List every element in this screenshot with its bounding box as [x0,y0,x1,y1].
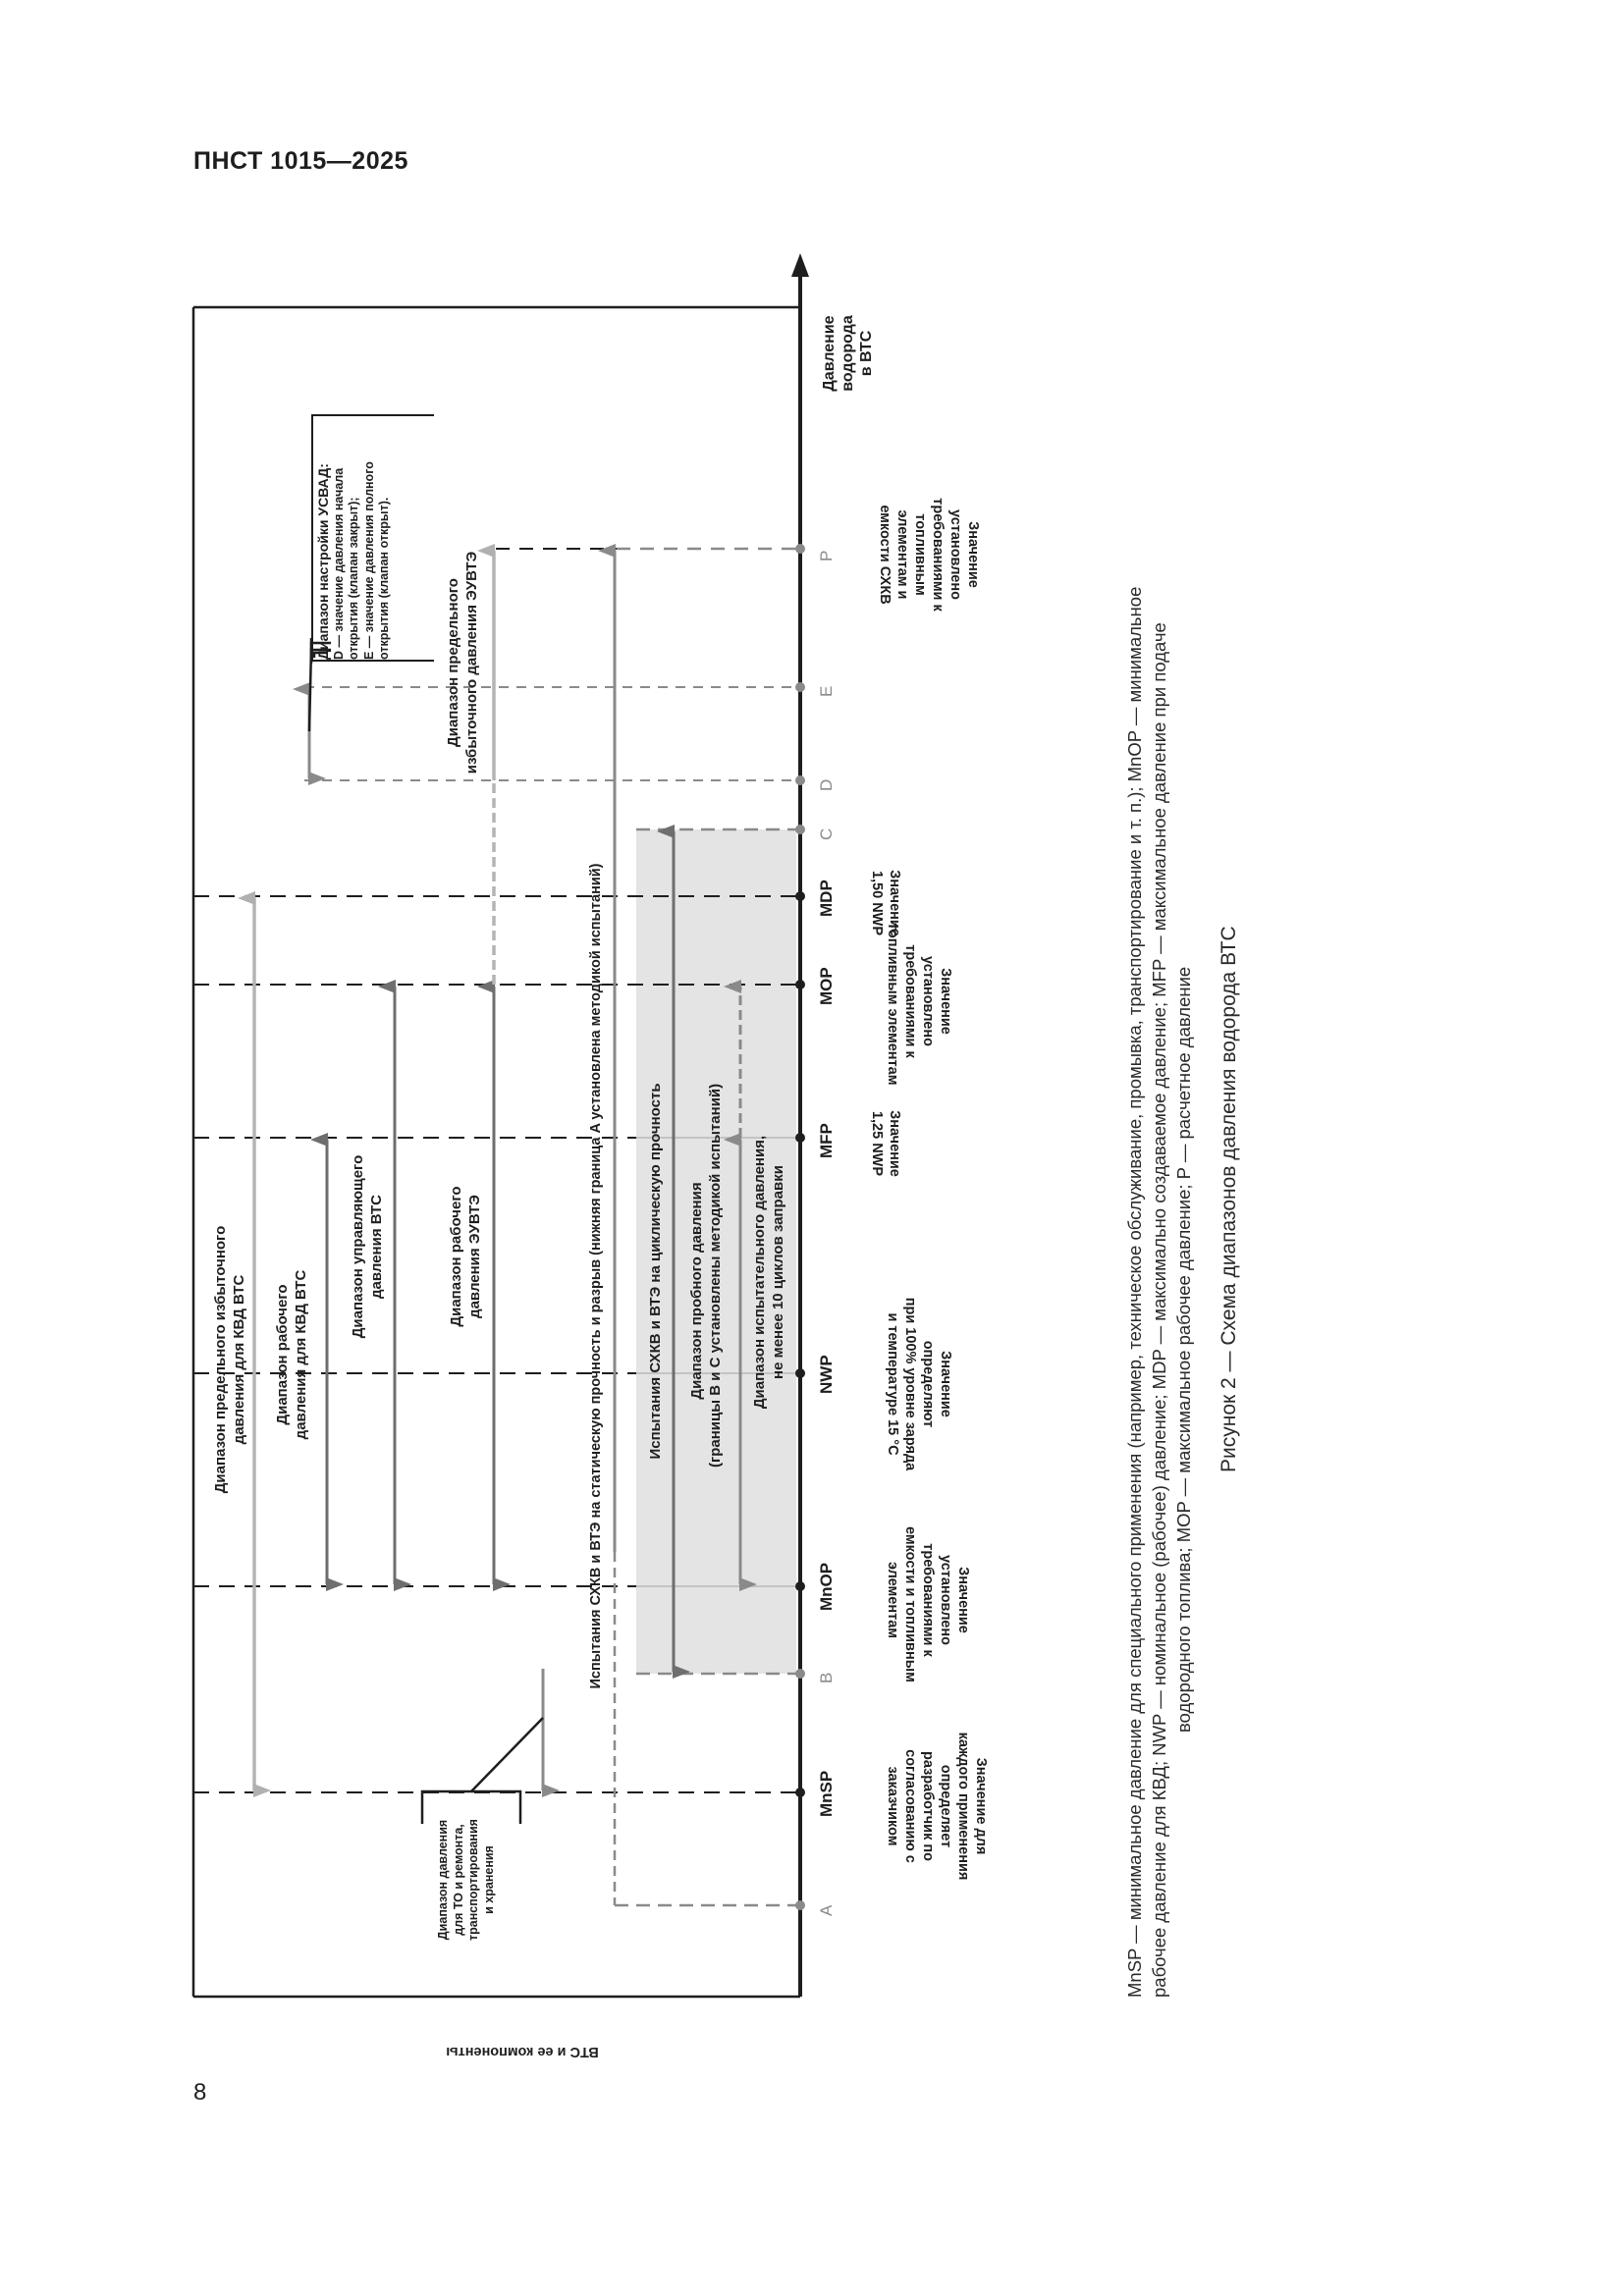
figure-caption: Рисунок 2 — Схема диапазонов давления водорода ВТС [1218,926,1240,1472]
usvad-bracket-bottom [311,660,434,662]
range-label-control: Диапазон управляющего давления ВТС [350,1154,385,1339]
tick-label-mdp: MDP [817,880,836,917]
axis-label: Давление водорода в ВТС [821,315,875,392]
usvad-bracket-top [311,414,434,416]
range-label-limit-euvte: Диапазон предельного избыточного давления ЭУВТЭ [445,551,480,774]
tick-label-d: D [817,778,836,791]
tick-label-mop: MOP [817,967,836,1005]
note-mnsp: Значение для каждого применения определяет разработчик по согласованию с заказчиком [885,1732,989,1881]
range-label-working-euvte: Диапазон рабочего давления ЭУВТЭ [448,1186,483,1327]
tick-label-b: B [817,1672,836,1683]
range-label-cyclic-test: Испытания СХКВ и ВТЭ на циклическую прочность [647,1083,664,1460]
note-mdp: Значение 1,50 NWP [869,870,902,936]
range-label-proof: Диапазон пробного давления (границы B и C установлены методикой испытаний) [688,1083,724,1468]
leader-brackets [309,638,543,1824]
note-p: Значение установлено требованиями к топливным элементам и емкости СХКВ [877,498,981,612]
note-nwp: Значение определяют при 100% уровне заряда и температуре 15 °C [885,1297,953,1471]
tick-label-mnsp: MnSP [817,1770,836,1817]
tick-label-nwp: NWP [817,1355,836,1394]
tick-label-p: P [817,550,836,561]
note-mop: Значение установлено требованиями к топливным элементам [885,923,953,1086]
axis-arrow-icon [791,253,809,277]
tick-label-e: E [817,685,836,697]
range-label-maintenance: Диапазон давления для ТО и ремонта, транспортирования и хранения [436,1819,496,1941]
tick-label-mnop: MnOP [817,1562,836,1611]
document-header: ПНСТ 1015—2025 [193,147,408,175]
range-label-test-pressure: Диапазон испытательного давления, не менее 10 циклов заправки [751,1135,786,1410]
usvad-bracket [311,414,431,660]
tick-label-mfp: MFP [817,1123,836,1158]
range-label-working-kvd: Диапазон рабочего давления для КВД ВТС [274,1269,309,1440]
range-label-limit-kvd: Диапазон предельного избыточного давления для КВД ВТС [212,1225,247,1494]
tick-label-a: A [817,1904,836,1916]
footnotes: MnSP — минимальное давление для специального применения (например, техническое обслуживание, промывка, транспортирование и т. п.); MnOP — минимальное рабочее давление для КВД; NWP — номинальное (рабочее) давление; MDP — максимально создаваемое давление; MFP — максимальное давление при подаче водородного топлива; MOP — максимальное рабочее давление; P — расчетное давление [1124,586,1194,1998]
note-mnop: Значение установлено требованиями к емкости и топливным элементам [885,1526,971,1682]
tick-label-c: C [817,828,836,840]
page-number: 8 [193,2079,207,2106]
range-label-usvad: Диапазон настройки УСВАД: D — значение давления начала открытия (клапан закрыт); E — значение давления полного открытия (клапан открыт). [315,461,391,660]
axis-base-label: ВТС и ее компоненты [446,2044,599,2059]
note-mfp: Значение 1,25 NWP [869,1110,902,1177]
range-label-static-test: Испытания СХКВ и ВТЭ на статическую прочность и разрыв (нижняя граница A установлена методикой испытаний) [588,863,604,1689]
